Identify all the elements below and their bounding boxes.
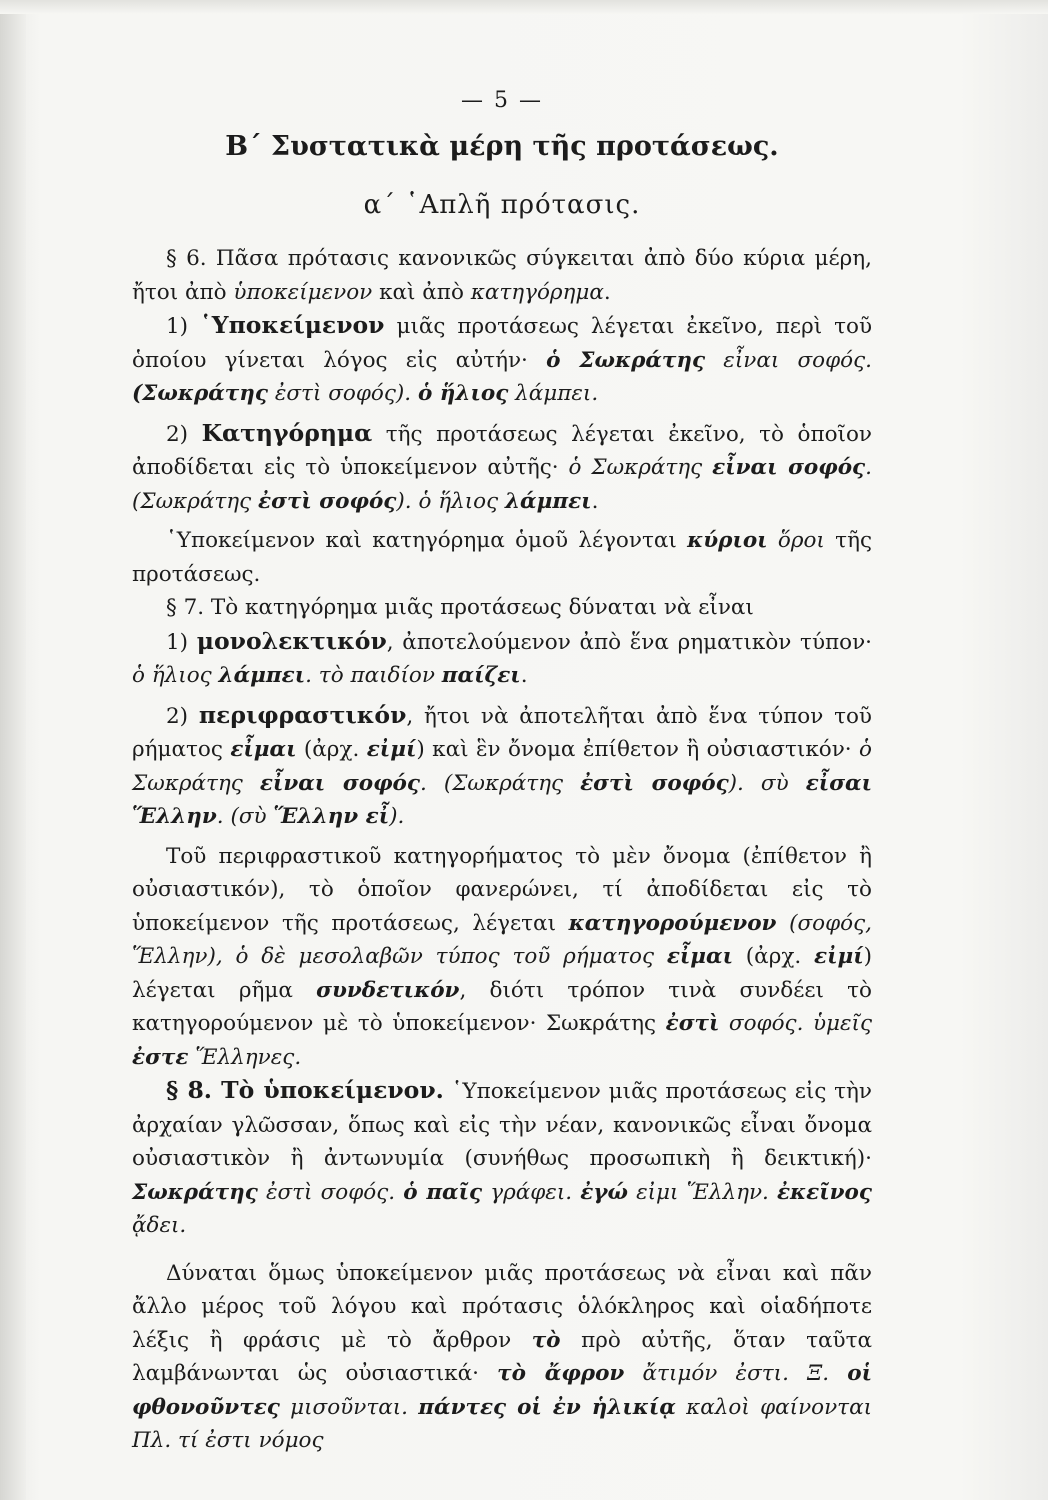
chapter-heading: Β΄ Συστατικὰ μέρη τῆς προτάσεως. [225,131,779,162]
paragraph-periphrastic-explanation: Τοῦ περιφραστικοῦ κατηγορήματος τὸ μὲν ὄνομα (ἐπίθετον ἢ οὐσιαστικόν), τὸ ὁποῖον φανερώνει, τί ἀποδίδεται εἰς τὸ ὑποκείμενον τῆς προτάσεως, λέγεται κατηγορούμενον (σοφός, Ἕλλην), ὁ δὲ μεσολαβῶν τύπος τοῦ ρήματος εἶμαι (ἀρχ. εἰμί) λέγεται ρῆμα συνδετικόν, διότι τρόπον τινὰ συνδέει τὸ κατηγορούμενον μὲ τὸ ὑποκείμενον· Σωκράτης ἐστὶ σοφός. ὑμεῖς ἐστε Ἕλληνες. [132,843,873,1070]
page-content [132,88,872,1458]
paragraph-item2: 2) Κατηγόρημα τῆς προτάσεως λέγεται ἐκεῖνο, τὸ ὁποῖον ἀποδίδεται εἰς τὸ ὑποκείμενον αὐτῆς· ὁ Σωκράτης εἶναι σοφός. (Σωκράτης ἐστὶ σοφός). ὁ ἥλιος λάμπει. [132,418,872,514]
page-number: — 5 — [461,88,543,113]
paragraph-monolectic: 1) μονολεκτικόν, ἀποτελούμενον ἀπὸ ἕνα ρηματικὸν τύπον· ὁ ἥλιος λάμπει. τὸ παιδίον παίζει. [132,626,872,688]
section-heading: α΄ ῾Απλῆ πρότασις. [363,190,641,220]
paragraph-sec6: § 6. Πᾶσα πρότασις κανονικῶς σύγκειται ἀπὸ δύο κύρια μέρη, ἤτοι ἀπὸ ὑποκείμενον καὶ ἀπὸ κατηγόρημα. [132,246,872,305]
paragraph-sec7: § 7. Τὸ κατηγόρημα μιᾶς προτάσεως δύναται νὰ εἶναι [166,595,754,620]
page-top-shadow [0,0,1048,14]
page-edge-shadow [0,0,26,1500]
paragraph-periphrastic-type: 2) περιφραστικόν, ἤτοι νὰ ἀποτελῆται ἀπὸ ἕνα τύπον τοῦ ρήματος εἶμαι (ἀρχ. εἰμί) καὶ ἓν ὄνομα ἐπίθετον ἢ οὐσιαστικόν· ὁ Σωκράτης εἶναι σοφός. (Σωκράτης ἐστὶ σοφός). σὺ εἶσαι Ἕλλην. (σὺ Ἕλλην εἶ). [132,700,872,829]
paragraph-sec8: § 8. Τὸ ὑποκείμενον. ῾Υποκείμενον μιᾶς προτάσεως εἰς τὴν ἀρχαίαν γλῶσσαν, ὅπως καὶ εἰς τὴν νέαν, κανονικῶς εἶναι ὄνομα οὐσιαστικὸν ἢ ἀντωνυμία (συνήθως προσωπικὴ ἢ δεικτική)· Σωκράτης ἐστὶ σοφός. ὁ παῖς γράφει. ἐγώ εἰμι Ἕλλην. ἐκεῖνος ᾄδει. [132,1076,873,1238]
paragraph-other-subjects: Δύναται ὅμως ὑποκείμενον μιᾶς προτάσεως νὰ εἶναι καὶ πᾶν ἄλλο μέρος τοῦ λόγου καὶ πρότασις ὁλόκληρος καὶ οἱαδήποτε λέξις ἢ φράσις μὲ τὸ ἄρθρον τὸ πρὸ αὐτῆς, ὅταν ταῦτα λαμβάνωνται ὡς οὐσιαστικά· τὸ ἄφρον ἄτιμόν ἐστι. Ξ. οἱ φθονοῦντες μισοῦνται. πάντες οἱ ἐν ἡλικίᾳ καλοὶ φαίνονται Πλ. τί ἐστι νόμος [132,1260,873,1453]
paragraph-item1: 1) ῾Υποκείμενον μιᾶς προτάσεως λέγεται ἐκεῖνο, περὶ τοῦ ὁποίου γίνεται λόγος εἰς αὐτήν· ὁ Σωκράτης εἶναι σοφός. (Σωκράτης ἐστὶ σοφός). ὁ ἥλιος λάμπει. [132,311,873,406]
paragraph-terms: ῾Υποκείμενον καὶ κατηγόρημα ὁμοῦ λέγονται κύριοι ὅροι τῆς προτάσεως. [132,528,873,587]
